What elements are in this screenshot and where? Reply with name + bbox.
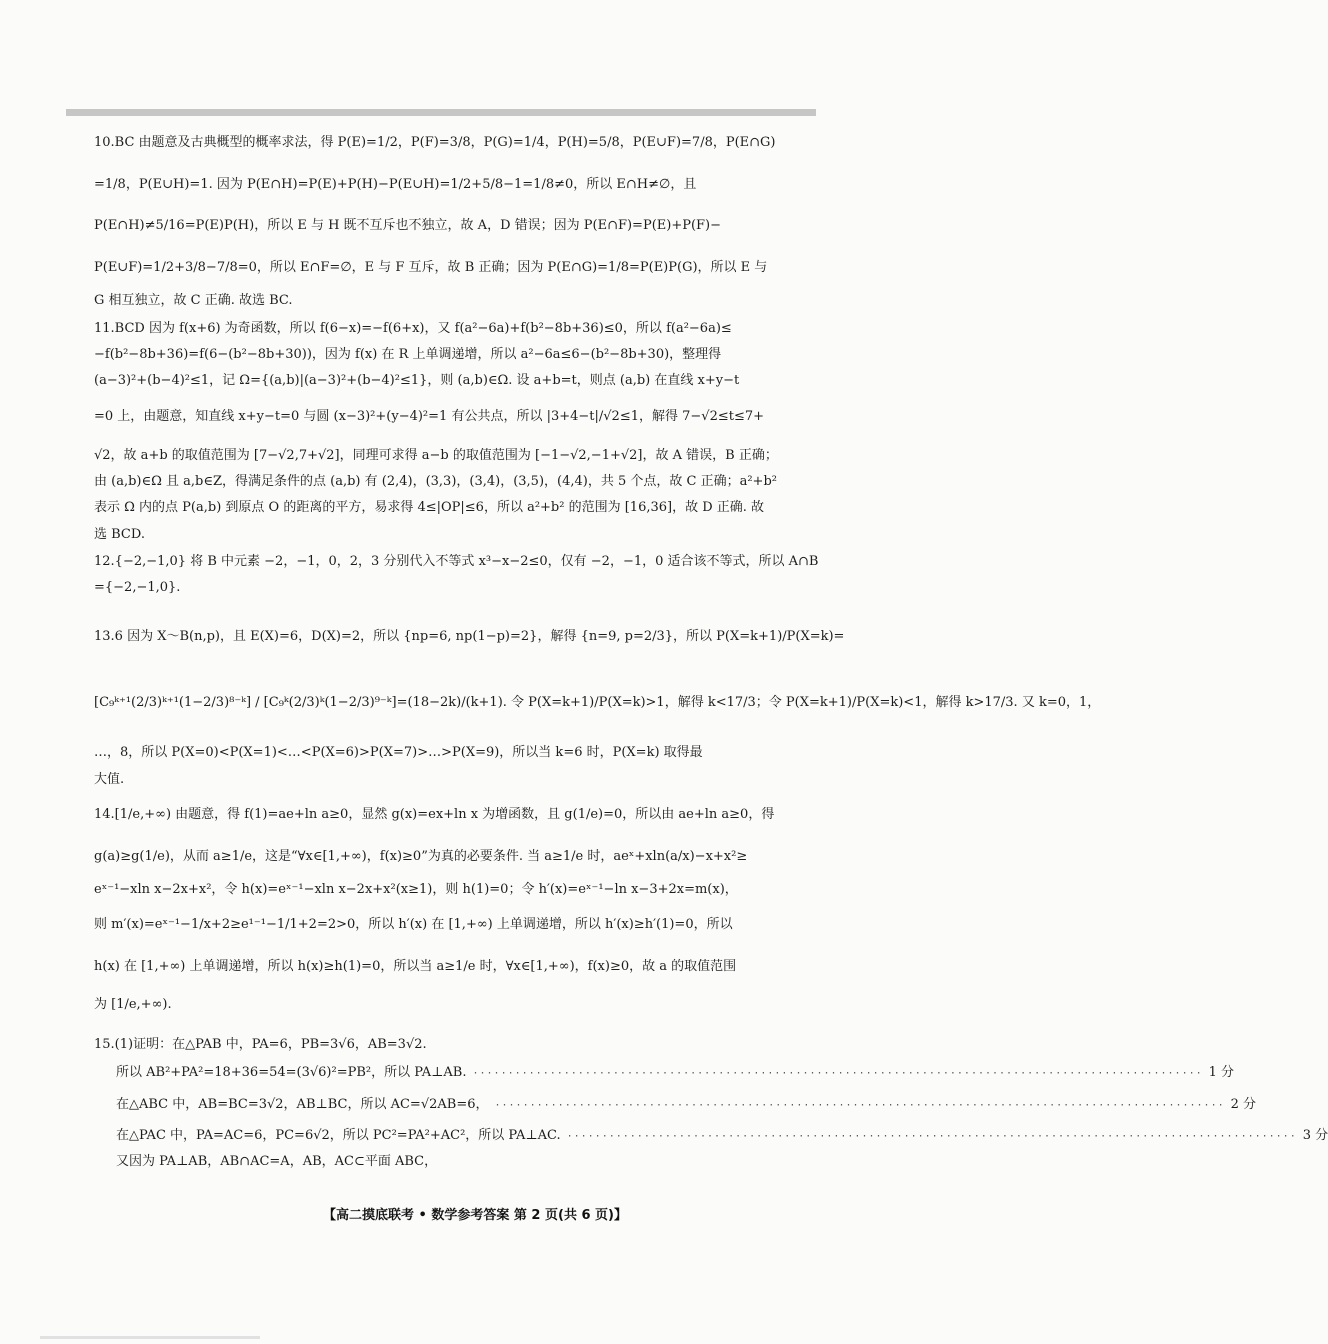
solution-15-line-1: 15.(1)证明：在△PAB 中，PA=6，PB=3√6，AB=3√2.: [94, 1037, 427, 1052]
solution-13-line-1: 13.6 因为 X～B(n,p)，且 E(X)=6，D(X)=2，所以 {np=6, np(1−p)=2}，解得 {n=9, p=2/3}，所以 P(X=k+1)/P(X=k)=: [94, 629, 845, 644]
solution-10-line-2: =1/8，P(E∪H)=1. 因为 P(E∩H)=P(E)+P(H)−P(E∪H)=1/2+5/8−1=1/8≠0，所以 E∩H≠∅，且: [94, 177, 697, 192]
solution-10-line-5: G 相互独立，故 C 正确. 故选 BC.: [94, 293, 293, 308]
solution-11-line-1: 11.BCD 因为 f(x+6) 为奇函数，所以 f(6−x)=−f(6+x)，又 f(a²−6a)+f(b²−8b+36)≤0，所以 f(a²−6a)≤: [94, 321, 732, 336]
score-line: [116, 1064, 1235, 1083]
bottom-rule: [40, 1336, 260, 1339]
solution-15-last-line: 又因为 PA⊥AB，AB∩AC=A，AB，AC⊂平面 ABC，: [116, 1154, 438, 1169]
score-value: 1 分: [1208, 1065, 1235, 1080]
dot-leader: ········································································································: [472, 1068, 1203, 1079]
solution-11-line-3: (a−3)²+(b−4)²≤1，记 Ω={(a,b)|(a−3)²+(b−4)²≤1}，则 (a,b)∈Ω. 设 a+b=t，则点 (a,b) 在直线 x+y−t: [94, 373, 740, 388]
solution-13-line-4: 大值.: [94, 772, 125, 787]
solution-11-line-8: 选 BCD.: [94, 527, 145, 542]
solution-11-line-4: =0 上，由题意，知直线 x+y−t=0 与圆 (x−3)²+(y−4)²=1 有公共点，所以 |3+4−t|/√2≤1，解得 7−√2≤t≤7+: [94, 409, 765, 424]
solution-10-line-1: 10.BC 由题意及古典概型的概率求法，得 P(E)=1/2，P(F)=3/8，P(G)=1/4，P(H)=5/8，P(E∪F)=7/8，P(E∩G): [94, 135, 776, 150]
score-line: [116, 1127, 1328, 1146]
solution-13-line-3: …，8，所以 P(X=0)<P(X=1)<…<P(X=6)>P(X=7)>…>P(X=9)，所以当 k=6 时，P(X=k) 取得最: [94, 745, 703, 760]
score-line-text: 所以 AB²+PA²=18+36=54=(3√6)²=PB²，所以 PA⊥AB.: [116, 1065, 467, 1080]
solution-10-line-4: P(E∪F)=1/2+3/8−7/8=0，所以 E∩F=∅，E 与 F 互斥，故 B 正确；因为 P(E∩G)=1/8=P(E)P(G)，所以 E 与: [94, 260, 768, 275]
solution-10-line-3: P(E∩H)≠5/16=P(E)P(H)，所以 E 与 H 既不互斥也不独立，故 A，D 错误；因为 P(E∩F)=P(E)+P(F)−: [94, 218, 722, 233]
solution-11-line-2: −f(b²−8b+36)=f(6−(b²−8b+30))，因为 f(x) 在 R 上单调递增，所以 a²−6a≤6−(b²−8b+30)，整理得: [94, 347, 722, 362]
solution-14-line-6: 为 [1/e,+∞).: [94, 997, 172, 1012]
solution-11-line-6: 由 (a,b)∈Ω 且 a,b∈Z，得满足条件的点 (a,b) 有 (2,4)，(3,3)，(3,4)，(3,5)，(4,4)，共 5 个点，故 C 正确；a²+b²: [94, 474, 777, 489]
score-value: 2 分: [1230, 1097, 1257, 1112]
solution-14-line-4: 则 m′(x)=eˣ⁻¹−1/x+2≥e¹⁻¹−1/1+2=2>0，所以 h′(x) 在 [1,+∞) 上单调递增，所以 h′(x)≥h′(1)=0，所以: [94, 917, 733, 932]
solution-11-line-7: 表示 Ω 内的点 P(a,b) 到原点 O 的距离的平方，易求得 4≤|OP|≤6，所以 a²+b² 的范围为 [16,36]，故 D 正确. 故: [94, 500, 765, 515]
solution-13-line-2: [C₉ᵏ⁺¹(2/3)ᵏ⁺¹(1−2/3)⁸⁻ᵏ] / [C₉ᵏ(2/3)ᵏ(1−2/3)⁹⁻ᵏ]=(18−2k)/(k+1). 令 P(X=k+1)/P(X=k)>1，解得 k<17/3；令 P(X=k+1)/P(X=k)<1，解得 k>17/3. 又 k=0，1，: [94, 695, 1101, 710]
solution-12-line-1: 12.{−2,−1,0} 将 B 中元素 −2，−1，0，2，3 分别代入不等式 x³−x−2≤0，仅有 −2，−1，0 适合该不等式，所以 A∩B: [94, 554, 819, 569]
dot-leader: ········································································································: [566, 1131, 1297, 1142]
solution-14-line-1: 14.[1/e,+∞) 由题意，得 f(1)=ae+ln a≥0，显然 g(x)=ex+ln x 为增函数，且 g(1/e)=0，所以由 ae+ln a≥0，得: [94, 807, 775, 822]
score-line-text: 在△ABC 中，AB=BC=3√2，AB⊥BC，所以 AC=√2AB=6，: [116, 1097, 489, 1112]
score-value: 3 分: [1302, 1128, 1328, 1143]
top-rule: [66, 109, 816, 116]
solution-14-line-2: g(a)≥g(1/e)，从而 a≥1/e，这是“∀x∈[1,+∞)，f(x)≥0”为真的必要条件. 当 a≥1/e 时，aeˣ+xln(a/x)−x+x²≥: [94, 849, 748, 864]
page-footer: 【高二摸底联考 • 数学参考答案 第 2 页(共 6 页)】: [323, 1208, 627, 1223]
solution-12-line-2: ={−2,−1,0}.: [94, 580, 181, 595]
dot-leader: ········································································································: [494, 1100, 1225, 1111]
score-line-text: 在△PAC 中，PA=AC=6，PC=6√2，所以 PC²=PA²+AC²，所以 PA⊥AC.: [116, 1128, 561, 1143]
score-line: [116, 1096, 1257, 1115]
solution-14-line-3: eˣ⁻¹−xln x−2x+x²，令 h(x)=eˣ⁻¹−xln x−2x+x²(x≥1)，则 h(1)=0；令 h′(x)=eˣ⁻¹−ln x−3+2x=m(x)，: [94, 882, 738, 897]
solution-11-line-5: √2，故 a+b 的取值范围为 [7−√2,7+√2]，同理可求得 a−b 的取值范围为 [−1−√2,−1+√2]，故 A 错误，B 正确；: [94, 448, 778, 463]
solution-14-line-5: h(x) 在 [1,+∞) 上单调递增，所以 h(x)≥h(1)=0，所以当 a≥1/e 时，∀x∈[1,+∞)，f(x)≥0，故 a 的取值范围: [94, 959, 737, 974]
